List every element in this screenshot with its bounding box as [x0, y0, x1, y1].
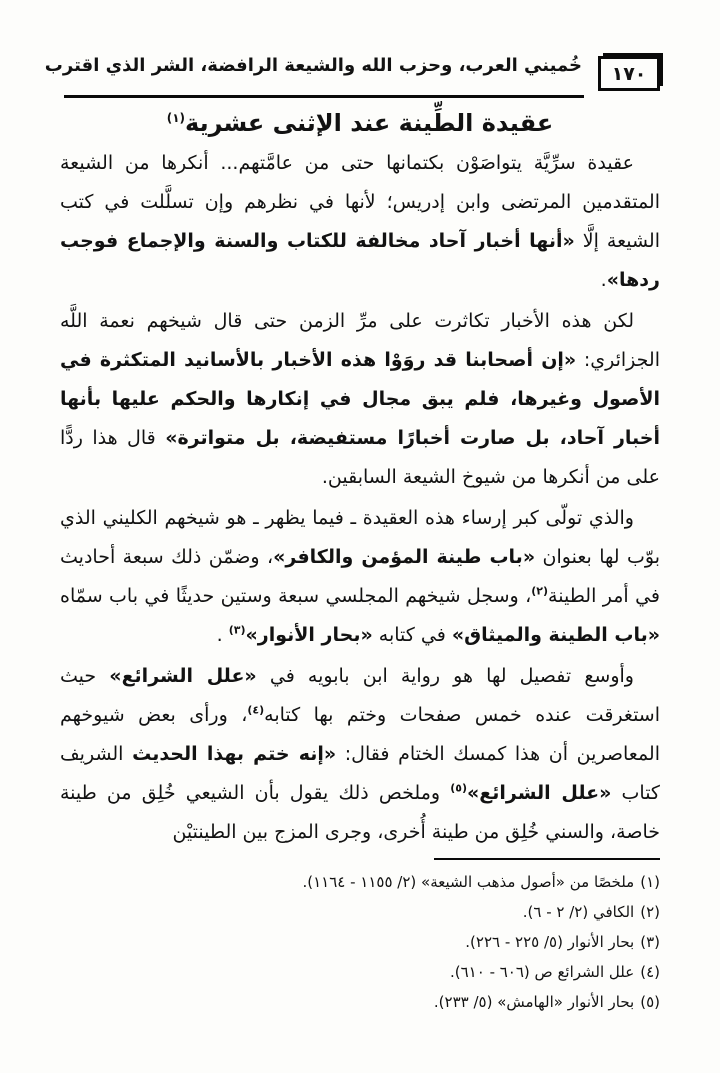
- bold-text-run: «إن أصحابنا قد روَوْا هذه الأخبار بالأسانيد المتكثرة في الأصول وغيرها، فلم يبق مجال في إنكارها والحكم عليها بأنها أخبار آحاد، بل صارت أخبارًا مستفيضة، بل متواترة»: [60, 349, 661, 449]
- footnote-marker: (٣): [640, 933, 660, 951]
- running-title: خُميني العرب، وحزب الله والشيعة الرافضة، الشر الذي اقترب: [44, 55, 582, 76]
- page-header: [44, 46, 660, 98]
- bold-text-run: «باب الطينة والميثاق»: [451, 624, 660, 646]
- text-run: وأوسع تفصيل لها هو رواية ابن بابويه في: [256, 665, 634, 687]
- text-run: .: [216, 624, 229, 646]
- footnote-item: [60, 957, 660, 987]
- paragraph: [60, 499, 660, 655]
- bold-text-run: «علل الشرائع»: [109, 665, 257, 687]
- footnote-list: [60, 867, 660, 1017]
- text-run: وملخص ذلك يقول بأن الشيعي خُلِق من طينة خاصة، والسني خُلِق من طينة أُخرى، وجرى المزج بين الطينتيْن: [60, 782, 660, 843]
- footnote-ref-icon: (١): [166, 111, 186, 125]
- footnote-marker: (٢): [640, 903, 660, 921]
- footnotes-section: [60, 858, 660, 1017]
- footnote-marker: (١): [640, 873, 660, 891]
- paragraph: [60, 144, 660, 300]
- paragraph: [60, 657, 660, 852]
- footnote-text: علل الشرائع ص (٦٠٦ - ٦١٠).: [450, 963, 635, 981]
- footnote-item: [60, 927, 660, 957]
- text-run: قال هذا ردًّا على من أنكرها من شيوخ الشيعة السابقين.: [60, 427, 660, 488]
- footnote-item: [60, 897, 660, 927]
- text-run: عقيدة سرِّيَّة يتواصَوْن بكتمانها حتى من عامَّتهم... أنكرها من الشيعة المتقدمين المرتضى وابن إدريس؛ لأنها في نظرهم وإن تسلَّلت في كتب الشيعة إلَّا: [60, 152, 660, 252]
- bold-text-run: «إنه ختم بهذا الحديث: [132, 743, 337, 765]
- chapter-title: [60, 106, 660, 140]
- footnote-item: [60, 987, 660, 1017]
- bold-text-run: «بحار الأنوار»: [245, 624, 373, 646]
- footnote-marker: (٤): [640, 963, 660, 981]
- text-run: والذي تولّى كبر إرساء هذه العقيدة ـ فيما يظهر ـ هو شيخهم الكليني الذي بوّب لها بعنوان: [60, 507, 660, 568]
- text-run: ، وسجل شيخهم المجلسي سبعة وستين حديثًا في باب سمّاه: [60, 585, 532, 607]
- text-run: ، وضمّن ذلك سبعة أحاديث في أمر الطينة: [60, 546, 661, 607]
- chapter-title-text: عقيدة الطِّينة عند الإثنى عشرية: [185, 109, 554, 137]
- paragraph: [60, 302, 660, 497]
- footnote-text: بحار الأنوار (٥/ ٢٢٥ - ٢٢٦).: [465, 933, 635, 951]
- footnote-item: [60, 867, 660, 897]
- text-run: ، ورأى بعض شيوخهم المعاصرين أن هذا كمسك الختام فقال:: [60, 704, 660, 765]
- header-row: [44, 46, 660, 91]
- footnote-ref-icon: (٢): [531, 584, 549, 598]
- text-run: في كتابه: [372, 624, 452, 646]
- footnote-text: بحار الأنوار «الهامش» (٥/ ٢٣٣).: [433, 993, 635, 1011]
- text-run: حيث استغرقت عنده خمس صفحات وختم بها كتابه: [60, 665, 661, 726]
- bold-text-run: «باب طينة المؤمن والكافر»: [273, 546, 536, 568]
- text-run: الشريف كتاب: [60, 743, 660, 804]
- page-number: ١٧٠: [611, 62, 647, 85]
- bold-text-run: «علل الشرائع»: [466, 782, 612, 804]
- bold-text-run: «أنها أخبار آحاد مخالفة للكتاب والسنة والإجماع فوجب ردها»: [60, 230, 660, 291]
- footnote-marker: (٥): [640, 993, 660, 1011]
- footnote-separator-rule: [434, 858, 660, 860]
- body-text: [60, 144, 660, 852]
- footnote-ref-icon: (٣): [228, 623, 246, 637]
- footnote-text: ملخصًا من «أصول مذهب الشيعة» (٢/ ١١٥٥ - ١١٦٤).: [302, 873, 635, 891]
- page-number-box: [598, 56, 660, 91]
- footnote-ref-icon: (٥): [450, 781, 467, 795]
- text-run: لكن هذه الأخبار تكاثرت على مرِّ الزمن حتى قال شيخهم نعمة اللَّه الجزائري:: [60, 310, 660, 371]
- footnote-ref-icon: (٤): [247, 703, 265, 717]
- text-run: .: [600, 269, 607, 291]
- footnote-text: الكافي (٢/ ٢ - ٦).: [522, 903, 635, 921]
- header-rule: [64, 95, 584, 98]
